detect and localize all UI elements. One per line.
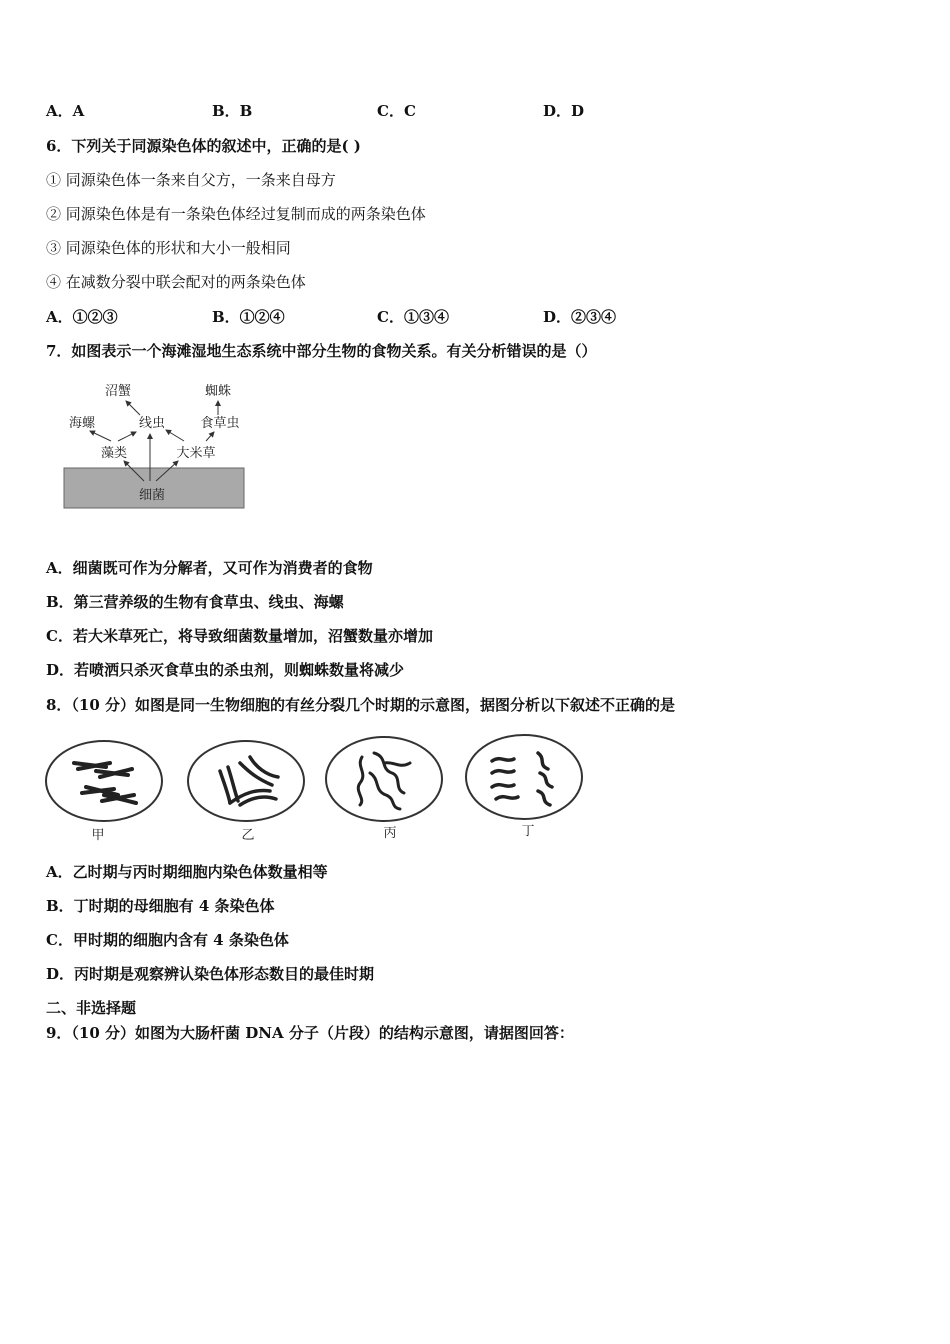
node-spider: 蜘蛛: [204, 384, 232, 399]
q6-item-3: ③ 同源染色体的形状和大小一般相同: [46, 239, 291, 257]
node-sea-snail: 海螺: [68, 416, 96, 431]
node-bacteria: 细菌: [138, 488, 166, 503]
q5-option-b[interactable]: B．B: [212, 102, 253, 120]
q6-option-b[interactable]: B．①②④: [212, 308, 285, 326]
cell-jia: [46, 741, 162, 843]
food-web-diagram: [60, 375, 250, 515]
q5-option-a[interactable]: A．A: [46, 102, 85, 120]
q8-option-c[interactable]: C．甲时期的细胞内含有 4 条染色体: [46, 931, 289, 949]
node-herbivorous-insect: 食草虫: [200, 416, 240, 431]
q8-option-a[interactable]: A．乙时期与丙时期细胞内染色体数量相等: [46, 863, 328, 881]
q6-stem: 6．下列关于同源染色体的叙述中，正确的是( ): [46, 137, 361, 155]
q5-option-c[interactable]: C．C: [377, 102, 416, 120]
cell-label-bing: 丙: [383, 826, 397, 841]
q6-item-2: ② 同源染色体是有一条染色体经过复制而成的两条染色体: [46, 205, 426, 223]
cell-label-yi: 乙: [241, 828, 255, 843]
q8-option-b[interactable]: B．丁时期的母细胞有 4 条染色体: [46, 897, 275, 915]
section-title-nonchoice: 二、非选择题: [46, 999, 137, 1017]
cell-label-ding: 丁: [521, 824, 535, 839]
q7-option-b[interactable]: B．第三营养级的生物有食草虫、线虫、海螺: [46, 593, 344, 611]
q6-option-a[interactable]: A．①②③: [46, 308, 118, 326]
node-nematode: 线虫: [138, 416, 166, 431]
q9-stem: 9．（10 分）如图为大肠杆菌 DNA 分子（片段）的结构示意图，请据图回答：: [46, 1024, 574, 1042]
q6-option-d[interactable]: D．②③④: [543, 308, 617, 326]
q6-option-c[interactable]: C．①③④: [377, 308, 449, 326]
q8-stem: 8．（10 分）如图是同一生物细胞的有丝分裂几个时期的示意图，据图分析以下叙述不正确的是: [46, 696, 676, 714]
cell-ding: [466, 735, 582, 839]
q6-item-4: ④ 在减数分裂中联会配对的两条染色体: [46, 273, 306, 291]
q7-option-d[interactable]: D．若喷洒只杀灭食草虫的杀虫剂，则蜘蛛数量将减少: [46, 661, 405, 679]
cell-yi: [188, 741, 304, 843]
q8-option-d[interactable]: D．丙时期是观察辨认染色体形态数目的最佳时期: [46, 965, 375, 983]
node-shore-crab: 沼蟹: [104, 384, 132, 399]
q7-option-c[interactable]: C．若大米草死亡，将导致细菌数量增加，沼蟹数量亦增加: [46, 627, 433, 645]
cell-bing: [326, 737, 442, 841]
cell-label-jia: 甲: [91, 828, 105, 843]
q5-option-d[interactable]: D．D: [543, 102, 585, 120]
q6-item-1: ① 同源染色体一条来自父方，一条来自母方: [46, 171, 336, 189]
mitosis-cells-figure: [44, 733, 586, 845]
node-algae: 藻类: [100, 446, 128, 461]
q5-options: [46, 101, 746, 121]
q6-options: [46, 307, 746, 327]
q7-option-a[interactable]: A．细菌既可作为分解者，又可作为消费者的食物: [46, 559, 373, 577]
q7-stem: 7．如图表示一个海滩湿地生态系统中部分生物的食物关系。有关分析错误的是（）: [46, 342, 597, 360]
node-spartina: 大米草: [176, 446, 216, 461]
